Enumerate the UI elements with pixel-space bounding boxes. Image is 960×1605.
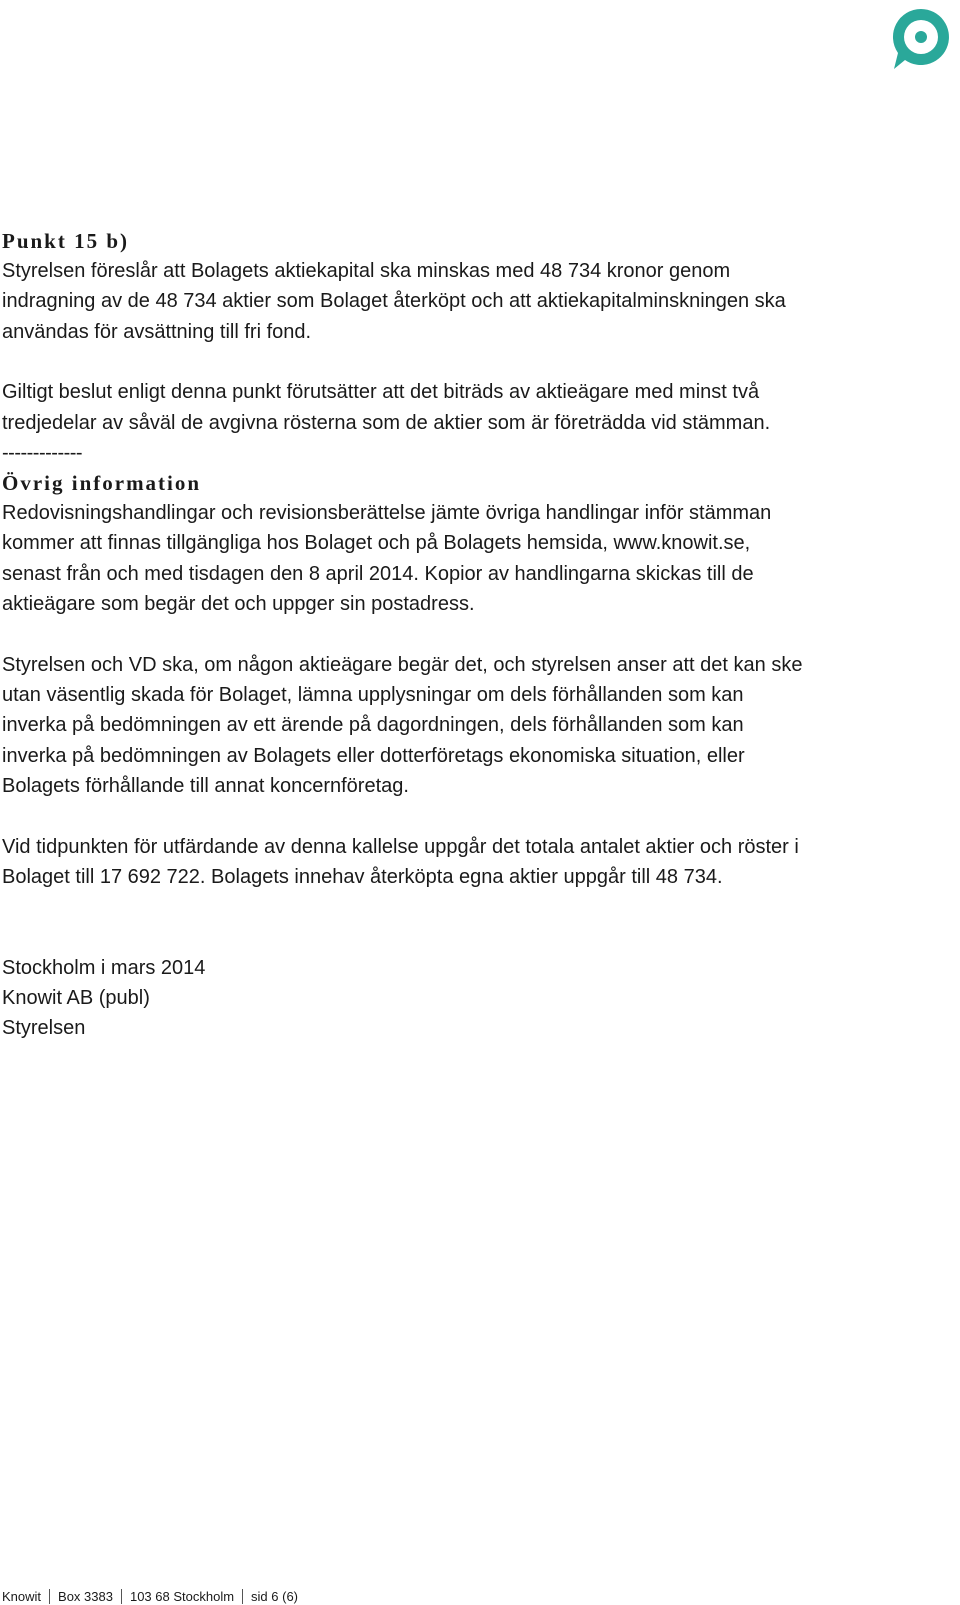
document-body — [2, 226, 902, 1044]
majority-requirement-paragraph: Giltigt beslut enligt denna punkt förutsätter att det biträds av aktieägare med minst två tredjedelar av såväl de avgivna rösterna som de aktier som är företrädda vid stämman. — [2, 381, 771, 434]
signature-block: Stockholm i mars 2014 Knowit AB (publ) Styrelsen — [2, 956, 206, 1040]
spacer — [2, 802, 902, 832]
section-separator: ------------- — [2, 442, 83, 465]
information-rights-paragraph: Styrelsen och VD ska, om någon aktieägare begär det, och styrelsen anser att det kan ske utan väsentlig skada för Bolaget, lämna upplysningar om dels förhållanden som kan inverka på bedömningen av ett ärende på dagordningen, dels förhållanden som kan inverka på bedömningen av Bolagets eller dotterföretags ekonomiska situation, eller Bolagets förhållande till annat koncernföretag. — [2, 653, 803, 798]
knowit-logo-icon — [888, 6, 954, 72]
footer-box: Box 3383 — [49, 1589, 121, 1604]
ovrig-information-heading: Övrig information — [2, 471, 202, 496]
footer-city: 103 68 Stockholm — [121, 1589, 242, 1604]
punkt-15b-heading: Punkt 15 b) — [2, 229, 130, 253]
share-count-paragraph: Vid tidpunkten för utfärdande av denna kallelse uppgår det totala antalet aktier och röster i Bolaget till 17 692 722. Bolagets innehav återköpta egna aktier uppgår till 48 734. — [2, 835, 799, 889]
spacer — [2, 620, 902, 650]
footer-page-number: sid 6 (6) — [242, 1589, 306, 1604]
documents-availability-paragraph: Redovisningshandlingar och revisionsberättelse jämte övriga handlingar inför stämman kommer att finnas tillgängliga hos Bolaget och på Bolagets hemsida, www.knowit.se, senast från och med tisdagen den 8 april 2014. Kopior av handlingarna skickas till de aktieägare som begär det och uppger sin postadress. — [2, 502, 772, 616]
spacer — [2, 893, 902, 953]
footer-company: Knowit — [2, 1588, 42, 1604]
page-footer — [2, 1587, 306, 1605]
capital-reduction-paragraph: Styrelsen föreslår att Bolagets aktiekapital ska minskas med 48 734 kronor genom indragning av de 48 734 aktier som Bolaget återköpt och att aktiekapitalminskningen ska användas för avsättning till fri fond. — [2, 260, 786, 343]
spacer — [2, 347, 902, 377]
